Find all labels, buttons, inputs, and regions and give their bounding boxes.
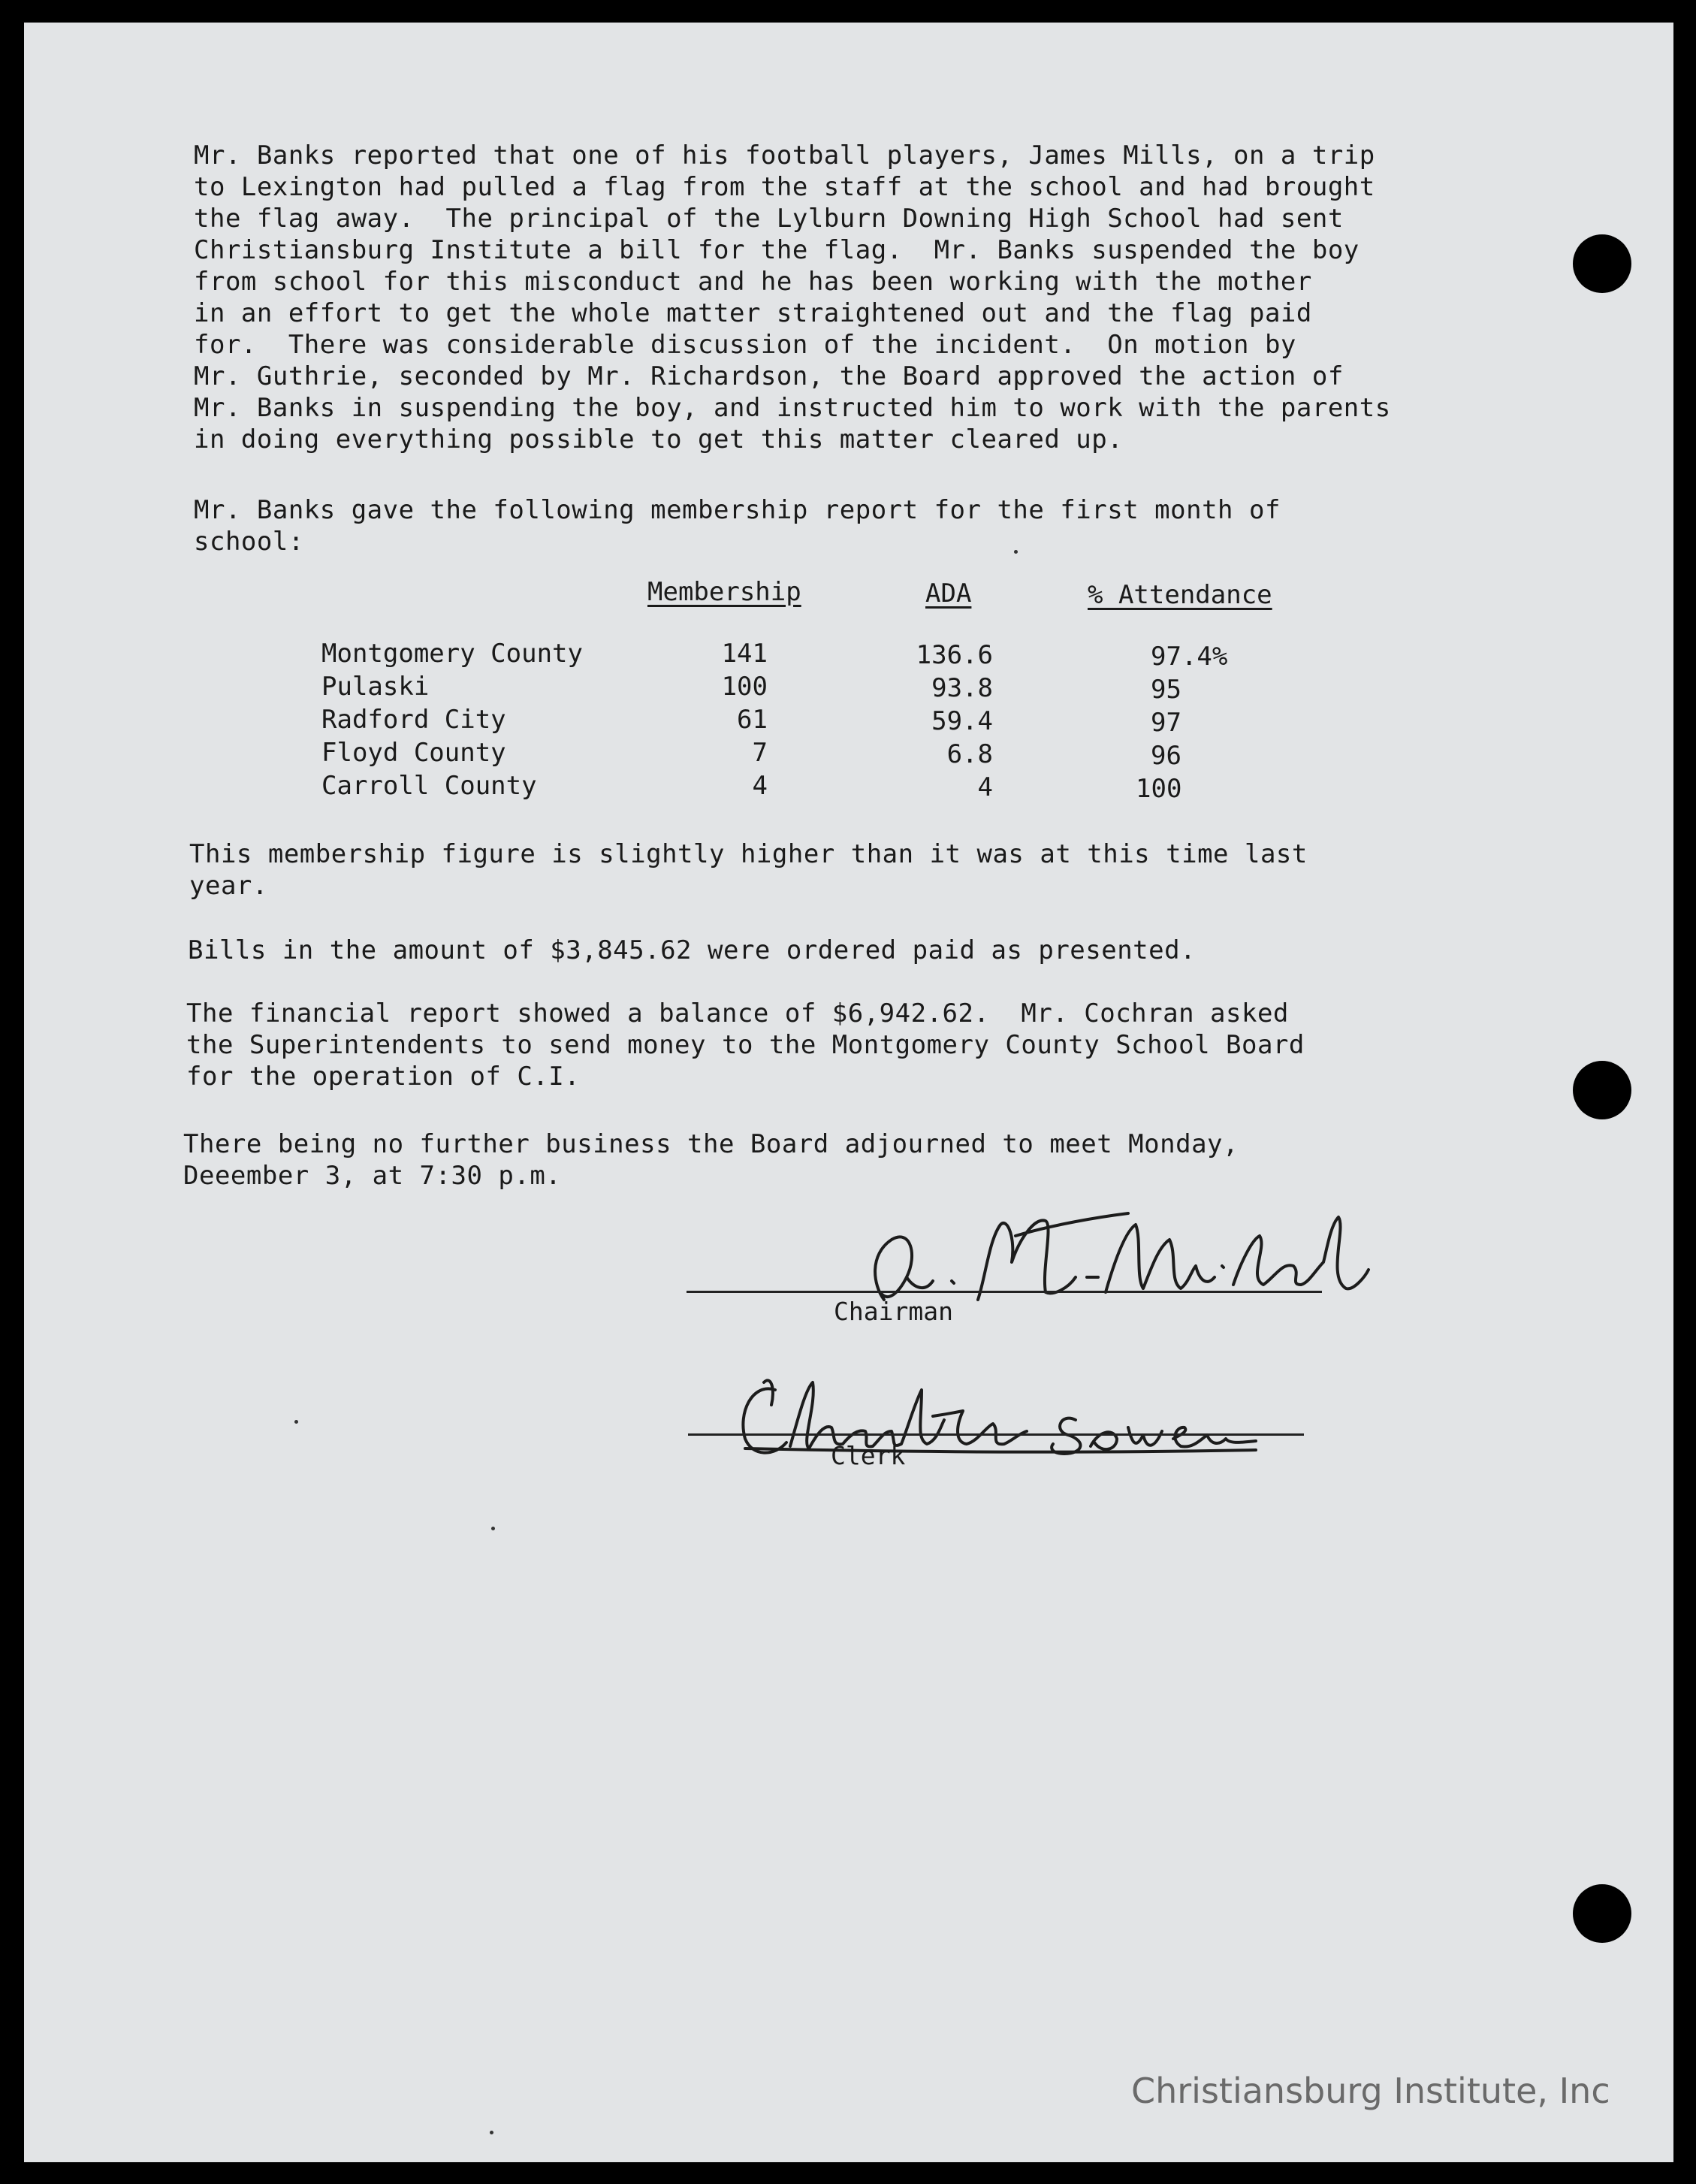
row-attendance: 100 (1136, 774, 1182, 804)
text-line: year. (189, 871, 268, 901)
row-ada: 136.6 (916, 640, 993, 670)
paragraph-flag-incident (194, 140, 1391, 455)
text-line: Mr. Guthrie, seconded by Mr. Richardson, the Board approved the action of (194, 361, 1344, 391)
paper-speck (491, 1527, 495, 1530)
row-name: Floyd County (321, 738, 506, 768)
row-ada: 59.4 (931, 706, 993, 736)
row-ada: 4 (977, 772, 993, 802)
paper-speck (294, 1420, 298, 1424)
paragraph-bills (188, 935, 1196, 966)
row-attendance: 95 (1151, 675, 1181, 705)
text-line: the flag away. The principal of the Lylburn Downing High School had sent (194, 204, 1344, 234)
punch-hole-top (1573, 234, 1631, 293)
text-line: This membership figure is slightly higher than it was at this time last (189, 839, 1308, 869)
text-line: Mr. Banks gave the following membership report for the first month of (194, 495, 1281, 525)
text-line: in an effort to get the whole matter straightened out and the flag paid (194, 298, 1312, 328)
paper-speck (490, 2131, 493, 2134)
row-membership: 100 (721, 672, 768, 702)
header-ada: ADA (925, 578, 972, 609)
row-membership: 141 (721, 639, 768, 669)
punch-hole-bottom (1573, 1884, 1631, 1943)
paper-speck (1014, 550, 1018, 554)
text-line: school: (194, 527, 304, 557)
text-line: in doing everything possible to get this matter cleared up. (194, 424, 1124, 455)
chairman-signature-line (687, 1291, 1322, 1293)
text-line: for the operation of C.I. (186, 1062, 581, 1092)
punch-hole-middle (1573, 1061, 1631, 1119)
row-attendance: 97.4% (1151, 642, 1228, 672)
clerk-signature (730, 1360, 1331, 1473)
row-name: Radford City (321, 705, 506, 735)
paragraph-financial-report (186, 998, 1305, 1092)
text-line: Deeember 3, at 7:30 p.m. (183, 1161, 562, 1191)
row-membership: 7 (752, 738, 768, 768)
text-line: Bills in the amount of $3,845.62 were ordered paid as presented. (188, 935, 1197, 965)
text-line: to Lexington had pulled a flag from the staff at the school and had brought (194, 172, 1375, 202)
clerk-label: Clerk (831, 1441, 906, 1470)
paragraph-adjournment (183, 1128, 1239, 1192)
text-line: There being no further business the Board adjourned to meet Monday, (183, 1129, 1239, 1159)
chairman-label: Chairman (834, 1297, 953, 1326)
header-membership: Membership (647, 577, 801, 607)
row-attendance: 96 (1151, 741, 1181, 771)
clerk-signature-line (688, 1433, 1304, 1436)
paragraph-membership-comment (189, 838, 1308, 902)
row-name: Carroll County (321, 771, 537, 801)
text-line: Mr. Banks reported that one of his football players, James Mills, on a trip (194, 140, 1375, 171)
row-ada: 6.8 (946, 739, 993, 769)
row-membership: 4 (752, 771, 768, 801)
watermark: Christiansburg Institute, Inc (1131, 2071, 1610, 2111)
text-line: Mr. Banks in suspending the boy, and instructed him to work with the parents (194, 393, 1391, 423)
paragraph-membership-intro (194, 494, 1281, 557)
document-page (24, 23, 1673, 2162)
text-line: The financial report showed a balance of $6,942.62. Mr. Cochran asked (186, 998, 1289, 1029)
text-line: the Superintendents to send money to the Montgomery County School Board (186, 1030, 1305, 1060)
row-name: Pulaski (321, 672, 430, 702)
row-name: Montgomery County (321, 639, 583, 669)
text-line: for. There was considerable discussion of the incident. On motion by (194, 330, 1296, 360)
text-line: Christiansburg Institute a bill for the flag. Mr. Banks suspended the boy (194, 235, 1360, 265)
row-membership: 61 (737, 705, 768, 735)
row-attendance: 97 (1151, 708, 1181, 738)
row-ada: 93.8 (931, 673, 993, 703)
text-line: from school for this misconduct and he has been working with the mother (194, 267, 1312, 297)
header-attendance: % Attendance (1088, 580, 1272, 610)
